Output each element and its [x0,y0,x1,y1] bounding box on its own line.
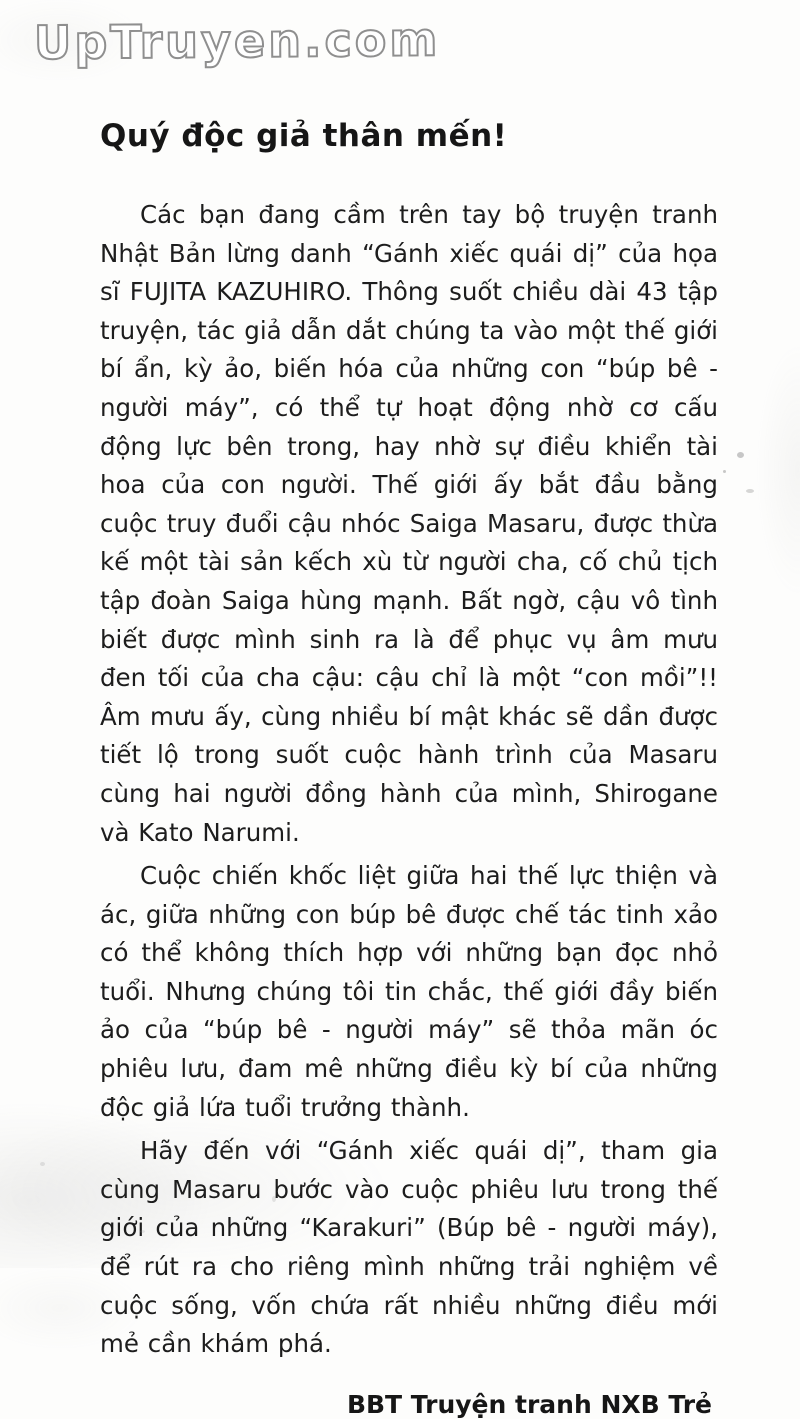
scan-noise-speck [40,1162,45,1166]
scan-noise-speck [723,470,726,473]
publisher-signature: BBT Truyện tranh NXB Trẻ [346,1389,712,1419]
scan-noise-speck [737,452,744,458]
site-watermark: UpTruyen.com [33,12,441,70]
page-title: Quý độc giả thân mến! [100,118,508,154]
foreword-text [100,196,718,1364]
foreword-page [100,118,718,1419]
foreword-paragraph: Hãy đến với “Gánh xiếc quái dị”, tham gia cùng Masaru bước vào cuộc phiêu lưu trong thế giới của những “Karakuri” (Búp bê - người máy), để rút ra cho riêng mình những trải nghiệm về cuộc sống, vốn chứa rất nhiều những điều mới mẻ cần khám phá. [100,1136,718,1359]
scan-noise-speck [272,1196,276,1202]
scan-noise-speck [746,489,754,493]
foreword-paragraph: Cuộc chiến khốc liệt giữa hai thế lực thiện và ác, giữa những con búp bê được chế tác tinh xảo có thể không thích hợp với những bạn đọc nhỏ tuổi. Nhưng chúng tôi tin chắc, thế giới đầy biến ảo của “búp bê - người máy” sẽ thỏa mãn óc phiêu lưu, đam mê những điều kỳ bí của những độc giả lứa tuổi trưởng thành. [100,861,718,1122]
scan-noise-speck [140,1230,145,1233]
foreword-paragraph: Các bạn đang cầm trên tay bộ truyện tranh Nhật Bản lừng danh “Gánh xiếc quái dị” của họa sĩ FUJITA KAZUHIRO. Thông suốt chiều dài 43 tập truyện, tác giả dẫn dắt chúng ta vào một thế giới bí ẩn, kỳ ảo, biến hóa của những con “búp bê - người máy”, có thể tự hoạt động nhờ cơ cấu động lực bên trong, hay nhờ sự điều khiển tài hoa của con người. Thế giới ấy bắt đầu bằng cuộc truy đuổi cậu nhóc Saiga Masaru, được thừa kế một tài sản kếch xù từ người cha, cố chủ tịch tập đoàn Saiga hùng mạnh. Bất ngờ, cậu vô tình biết được mình sinh ra là để phục vụ âm mưu đen tối của cha cậu: cậu chỉ là một “con mồi”!! Âm mưu ấy, cùng nhiều bí mật khác sẽ dần được tiết lộ trong suốt cuộc hành trình của Masaru cùng hai người đồng hành của mình, Shirogane và Kato Narumi. [100,200,718,847]
